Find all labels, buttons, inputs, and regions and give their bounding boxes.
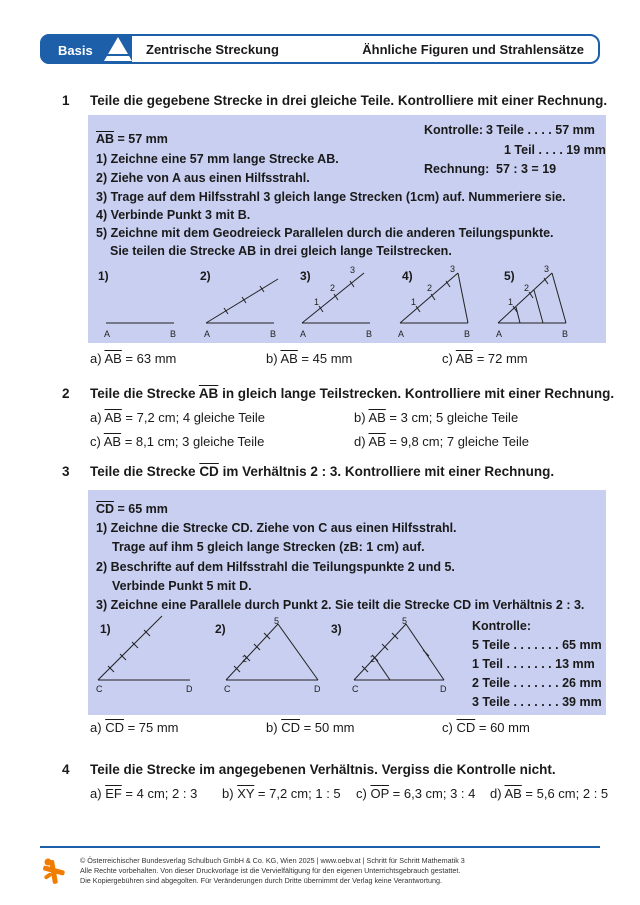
task-1-step: 1) Zeichne eine 57 mm lange Strecke AB. bbox=[96, 152, 339, 166]
task-1-control-line: 3 Teile . . . . 57 mm bbox=[486, 123, 595, 137]
task-3-example-box bbox=[88, 490, 606, 715]
task-3-given: $\overline{CD} = 65$ mm bbox=[96, 502, 168, 516]
task-3-answer: c) $\overline{CD} = 60$ mm bbox=[442, 720, 530, 735]
task-3-step: 2) Beschrifte auf dem Hilfsstrahl die Teilungspunkte 2 und 5. bbox=[96, 560, 455, 574]
footer-line: Alle Rechte vorbehalten. Von dieser Druckvorlage ist die Vervielfältigung für den eigenen Unterrichtsgebrauch gestattet. bbox=[80, 866, 461, 875]
task-3-control-line: 5 Teile . . . . . . . 65 mm bbox=[472, 638, 602, 652]
task-1-diagram-label: 5) bbox=[504, 269, 515, 283]
task-3-number: 3 bbox=[62, 464, 70, 479]
topic-title: Ähnliche Figuren und Strahlensätze bbox=[362, 42, 584, 57]
footer-line: Die Kopiergebühren sind abgegolten. Für Veränderungen durch Dritte übernimmt der Verlag keine Verantwortung. bbox=[80, 876, 442, 885]
task-1-given: $\overline{AB} = 57$ mm bbox=[96, 132, 168, 146]
task-1-step: Sie teilen die Strecke AB in drei gleich lange Teilstrecken. bbox=[110, 244, 452, 258]
task-3-step: 3) Zeichne eine Parallele durch Punkt 2. Sie teilt die Strecke CD im Verhältnis 2 : 3. bbox=[96, 598, 585, 612]
task-4-item: c) $\overline{OP} = 6,3$ cm; 3 : 4 bbox=[356, 786, 476, 801]
task-3-diagram-text bbox=[96, 616, 447, 694]
task-4-title: Teile die Strecke im angegebenen Verhältnis. Vergiss die Kontrolle nicht. bbox=[90, 762, 556, 777]
task-1-calc-value: 57 : 3 = 19 bbox=[496, 162, 557, 176]
task-1-step: 3) Trage auf dem Hilfsstrahl 3 gleich lange Strecken (1cm) auf. Nummeriere sie. bbox=[96, 190, 566, 204]
task-3-control-line: 1 Teil . . . . . . . 13 mm bbox=[472, 657, 595, 671]
svg-text:2: 2 bbox=[370, 654, 376, 664]
level-badge bbox=[40, 34, 132, 64]
task-1-control-label: Kontrolle: bbox=[424, 123, 484, 137]
task-1-answer: c) $\overline{AB} = 72$ mm bbox=[442, 351, 528, 366]
footer-line: © Österreichischer Bundesverlag Schulbuch GmbH & Co. KG, Wien 2025 | www.oebv.at | Schritt für Schritt Mathematik 3 bbox=[80, 856, 465, 865]
svg-text:5: 5 bbox=[274, 616, 280, 626]
task-3-diagram-label: 1) bbox=[100, 622, 111, 636]
publisher-logo-icon bbox=[40, 856, 68, 886]
svg-text:C: C bbox=[352, 684, 359, 694]
task-2-item: c) $\overline{AB} = 8,1$ cm; 3 gleiche Teile bbox=[90, 434, 265, 449]
task-2-title: Teile die Strecke $\overline{AB}$ in gleich lange Teilstrecken. Kontrolliere mit einer Rechnung. bbox=[90, 386, 615, 401]
task-3-diagram-label: 3) bbox=[331, 622, 342, 636]
task-1-step: 4) Verbinde Punkt 3 mit B. bbox=[96, 208, 251, 222]
chapter-title: Zentrische Streckung bbox=[146, 42, 279, 57]
page-header bbox=[40, 34, 600, 64]
task-1-diagram-label: 1) bbox=[98, 269, 109, 283]
svg-text:B: B bbox=[464, 329, 471, 339]
task-3-step: 1) Zeichne die Strecke CD. Ziehe von C aus einen Hilfsstrahl. bbox=[96, 521, 457, 535]
task-4-item: d) $\overline{AB} = 5,6$ cm; 2 : 5 bbox=[490, 786, 609, 801]
task-3-control-line: 3 Teile . . . . . . . 39 mm bbox=[472, 695, 602, 709]
task-3-control-line: 2 Teile . . . . . . . 26 mm bbox=[472, 676, 602, 690]
task-1-diagram-label: 2) bbox=[200, 269, 211, 283]
svg-text:B: B bbox=[170, 329, 177, 339]
triangle-icon bbox=[102, 35, 132, 63]
svg-text:2: 2 bbox=[242, 654, 248, 664]
svg-text:A: A bbox=[496, 329, 503, 339]
svg-text:D: D bbox=[314, 684, 321, 694]
svg-text:2: 2 bbox=[524, 283, 530, 293]
svg-text:1: 1 bbox=[411, 297, 417, 307]
svg-text:2: 2 bbox=[330, 283, 336, 293]
task-1-diagram-label: 4) bbox=[402, 269, 413, 283]
task-2-item: b) $\overline{AB} = 3$ cm; 5 gleiche Teile bbox=[354, 410, 519, 425]
task-4-item: a) $\overline{EF} = 4$ cm; 2 : 3 bbox=[90, 786, 198, 801]
svg-text:3: 3 bbox=[450, 264, 456, 274]
task-1-calc-label: Rechnung: bbox=[424, 162, 490, 176]
svg-text:3: 3 bbox=[350, 265, 356, 275]
svg-text:B: B bbox=[366, 329, 373, 339]
task-3-answer: b) $\overline{CD} = 50$ mm bbox=[266, 720, 355, 735]
svg-text:2: 2 bbox=[427, 283, 433, 293]
svg-text:A: A bbox=[398, 329, 405, 339]
task-3-title: Teile die Strecke $\overline{CD}$ im Verhältnis 2 : 3. Kontrolliere mit einer Rechnung. bbox=[90, 464, 555, 479]
svg-text:3: 3 bbox=[544, 264, 550, 274]
task-1-construction-diagrams bbox=[88, 115, 606, 343]
task-1-control-line: 1 Teil . . . . 19 mm bbox=[504, 143, 606, 157]
task-3-diagram-label: 2) bbox=[215, 622, 226, 636]
svg-text:D: D bbox=[440, 684, 447, 694]
svg-text:D: D bbox=[186, 684, 193, 694]
svg-text:1: 1 bbox=[314, 297, 320, 307]
svg-text:A: A bbox=[300, 329, 307, 339]
task-1-number: 1 bbox=[62, 93, 70, 108]
task-3-construction-diagrams bbox=[88, 490, 606, 715]
task-1-answer: b) $\overline{AB} = 45$ mm bbox=[266, 351, 353, 366]
svg-text:B: B bbox=[270, 329, 277, 339]
task-1-step: 2) Ziehe von A aus einen Hilfsstrahl. bbox=[96, 171, 310, 185]
svg-text:A: A bbox=[104, 329, 111, 339]
task-1-title: Teile die gegebene Strecke in drei gleiche Teile. Kontrolliere mit einer Rechnung. bbox=[90, 93, 608, 108]
svg-text:B: B bbox=[562, 329, 569, 339]
svg-text:1: 1 bbox=[508, 297, 514, 307]
svg-text:C: C bbox=[224, 684, 231, 694]
task-1-step: 5) Zeichne mit dem Geodreieck Parallelen durch die anderen Teilungspunkte. bbox=[96, 226, 554, 240]
task-1-diagram-label: 3) bbox=[300, 269, 311, 283]
task-1-answer: a) $\overline{AB} = 63$ mm bbox=[90, 351, 177, 366]
task-4-item: b) $\overline{XY} = 7,2$ cm; 1 : 5 bbox=[222, 786, 341, 801]
task-3-step: Verbinde Punkt 5 mit D. bbox=[112, 579, 252, 593]
badge-label: Basis bbox=[58, 43, 93, 58]
task-3-answer: a) $\overline{CD} = 75$ mm bbox=[90, 720, 179, 735]
task-1-diagram-text bbox=[104, 264, 568, 339]
task-2-item: a) $\overline{AB} = 7,2$ cm; 4 gleiche Teile bbox=[90, 410, 266, 425]
task-1-example-box bbox=[88, 115, 606, 343]
svg-text:5: 5 bbox=[402, 616, 408, 626]
task-4-number: 4 bbox=[62, 762, 70, 777]
svg-text:C: C bbox=[96, 684, 103, 694]
task-3-step: Trage auf ihm 5 gleich lange Strecken (zB: 1 cm) auf. bbox=[112, 540, 425, 554]
svg-text:A: A bbox=[204, 329, 211, 339]
task-2-number: 2 bbox=[62, 386, 70, 401]
task-3-control-label: Kontrolle: bbox=[472, 619, 532, 633]
footer-divider bbox=[40, 846, 600, 848]
task-2-item: d) $\overline{AB} = 9,8$ cm; 7 gleiche Teile bbox=[354, 434, 530, 449]
